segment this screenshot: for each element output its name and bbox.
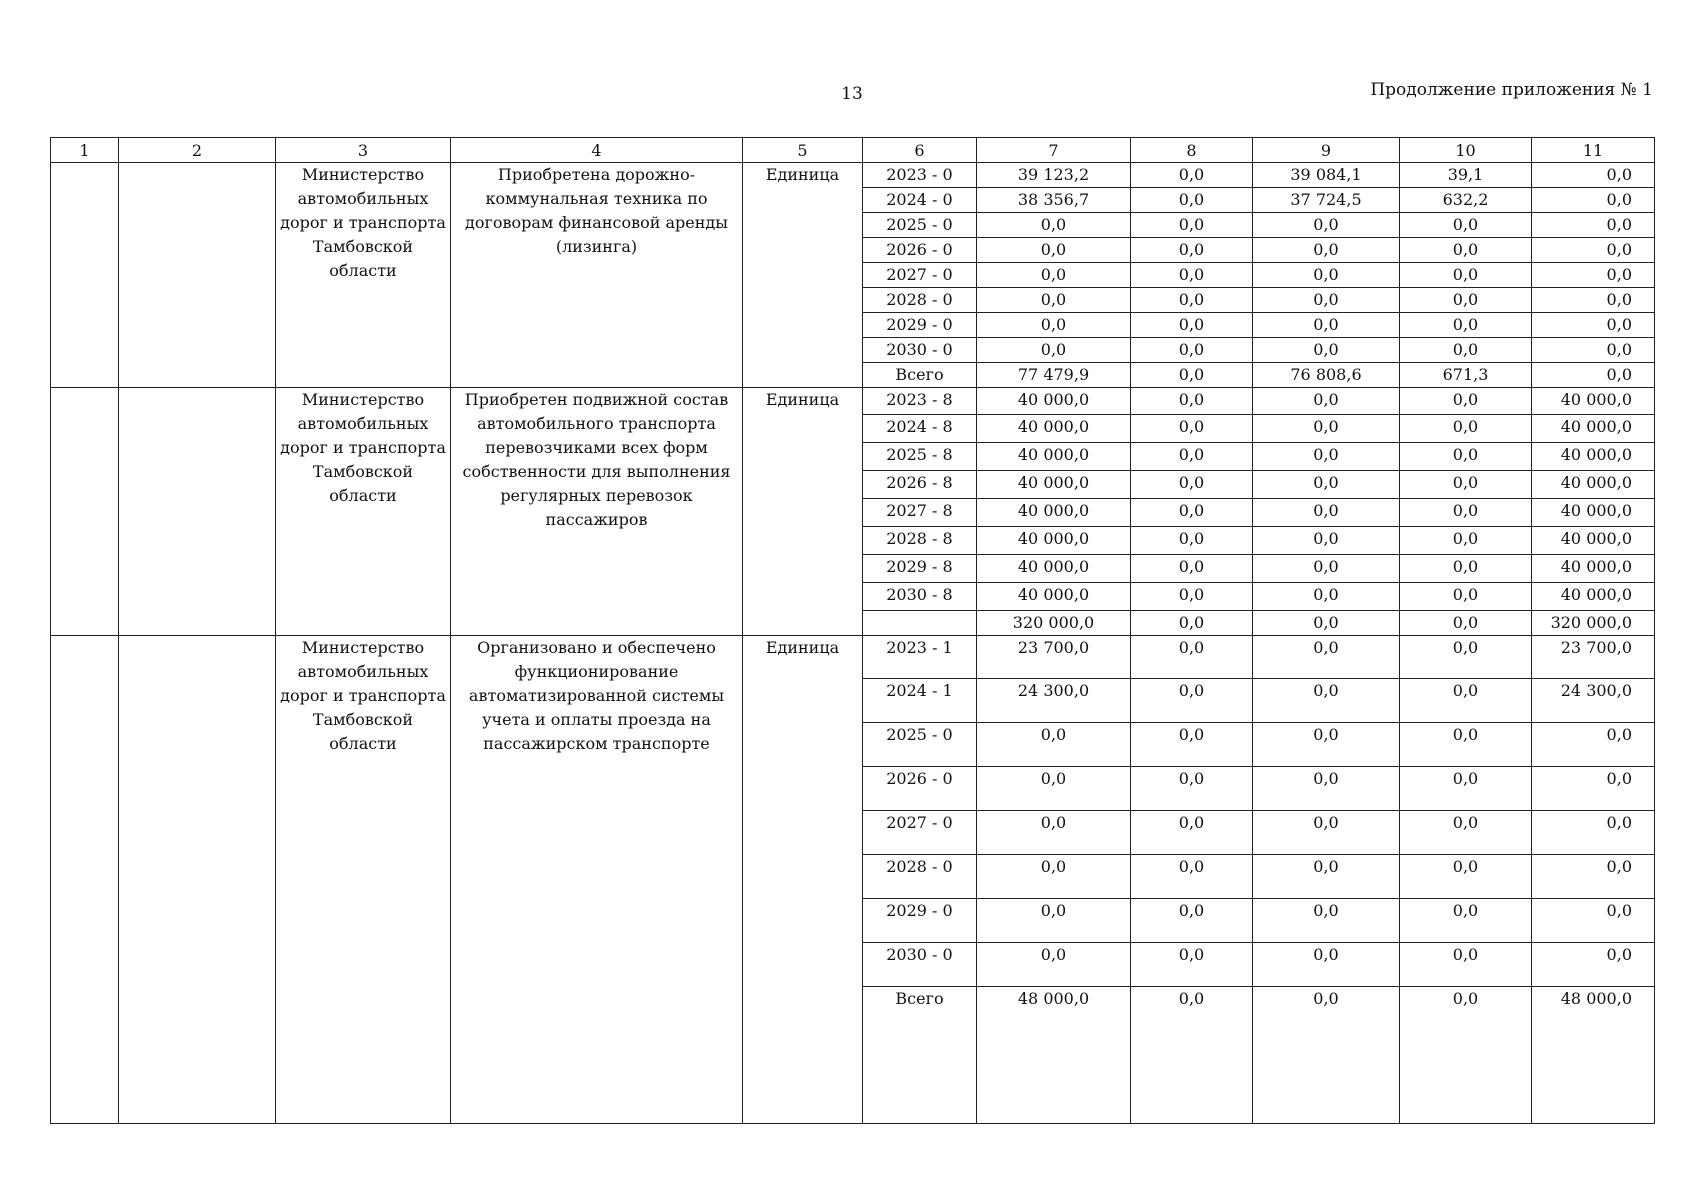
amount-cell-c8: 0,0 bbox=[1131, 679, 1253, 723]
column-number-row bbox=[51, 138, 1655, 163]
year-value-cell: 2027 - 8 bbox=[863, 499, 977, 527]
amount-cell-c9: 0,0 bbox=[1253, 855, 1400, 899]
year-value-cell: 2029 - 0 bbox=[863, 899, 977, 943]
amount-cell-c7: 0,0 bbox=[977, 238, 1131, 263]
amount-cell-c9: 0,0 bbox=[1253, 443, 1400, 471]
amount-cell-c7: 0,0 bbox=[977, 313, 1131, 338]
column-header: 3 bbox=[276, 138, 451, 163]
amount-cell-c10: 0,0 bbox=[1400, 263, 1532, 288]
amount-cell-c7: 0,0 bbox=[977, 855, 1131, 899]
amount-cell-c8: 0,0 bbox=[1131, 238, 1253, 263]
year-value-cell: 2030 - 8 bbox=[863, 583, 977, 611]
year-value-cell: 2029 - 8 bbox=[863, 555, 977, 583]
amount-cell-c7: 40 000,0 bbox=[977, 555, 1131, 583]
amount-cell-c8: 0,0 bbox=[1131, 188, 1253, 213]
unit-cell: Единица bbox=[743, 636, 863, 1124]
amount-cell-c9: 0,0 bbox=[1253, 499, 1400, 527]
column-header: 6 bbox=[863, 138, 977, 163]
result-cell: Приобретен подвижной состав автомобильного транспорта перевозчиками всех форм собственности для выполнения регулярных перевозок пассажиров bbox=[451, 388, 743, 636]
amount-cell-c7: 0,0 bbox=[977, 943, 1131, 987]
amount-cell-c10: 0,0 bbox=[1400, 527, 1532, 555]
amount-cell-c7: 0,0 bbox=[977, 338, 1131, 363]
indicator-name-cell bbox=[119, 388, 276, 636]
indicator-name-cell bbox=[119, 163, 276, 388]
amount-cell-c8: 0,0 bbox=[1131, 338, 1253, 363]
amount-cell-c11: 0,0 bbox=[1532, 723, 1655, 767]
column-header: 4 bbox=[451, 138, 743, 163]
amount-cell-c8: 0,0 bbox=[1131, 987, 1253, 1124]
amount-cell-c10: 0,0 bbox=[1400, 611, 1532, 636]
column-header: 5 bbox=[743, 138, 863, 163]
amount-cell-c11: 0,0 bbox=[1532, 363, 1655, 388]
amount-cell-c9: 39 084,1 bbox=[1253, 163, 1400, 188]
amount-cell-c11: 0,0 bbox=[1532, 338, 1655, 363]
amount-cell-c10: 0,0 bbox=[1400, 723, 1532, 767]
executor-cell: Министерство автомобильных дорог и транспорта Тамбовской области bbox=[276, 163, 451, 388]
amount-cell-c9: 0,0 bbox=[1253, 415, 1400, 443]
result-cell: Организовано и обеспечено функционирование автоматизированной системы учета и оплаты проезда на пассажирском транспорте bbox=[451, 636, 743, 1124]
amount-cell-c8: 0,0 bbox=[1131, 855, 1253, 899]
result-cell: Приобретена дорожно-коммунальная техника по договорам финансовой аренды (лизинга) bbox=[451, 163, 743, 388]
amount-cell-c10: 671,3 bbox=[1400, 363, 1532, 388]
year-value-cell: 2028 - 0 bbox=[863, 288, 977, 313]
year-value-cell: 2028 - 0 bbox=[863, 855, 977, 899]
amount-cell-c9: 0,0 bbox=[1253, 338, 1400, 363]
amount-cell-c9: 0,0 bbox=[1253, 238, 1400, 263]
amount-cell-c11: 0,0 bbox=[1532, 943, 1655, 987]
amount-cell-c11: 0,0 bbox=[1532, 313, 1655, 338]
column-header: 10 bbox=[1400, 138, 1532, 163]
amount-cell-c8: 0,0 bbox=[1131, 499, 1253, 527]
amount-cell-c10: 0,0 bbox=[1400, 213, 1532, 238]
amount-cell-c9: 0,0 bbox=[1253, 288, 1400, 313]
year-value-cell: 2024 - 0 bbox=[863, 188, 977, 213]
amount-cell-c8: 0,0 bbox=[1131, 415, 1253, 443]
year-value-cell: 2027 - 0 bbox=[863, 263, 977, 288]
amount-cell-c11: 320 000,0 bbox=[1532, 611, 1655, 636]
amount-cell-c9: 0,0 bbox=[1253, 527, 1400, 555]
amount-cell-c8: 0,0 bbox=[1131, 388, 1253, 415]
amount-cell-c10: 0,0 bbox=[1400, 338, 1532, 363]
amount-cell-c7: 23 700,0 bbox=[977, 636, 1131, 679]
amount-cell-c11: 24 300,0 bbox=[1532, 679, 1655, 723]
column-header: 7 bbox=[977, 138, 1131, 163]
amount-cell-c10: 0,0 bbox=[1400, 899, 1532, 943]
amount-cell-c9: 0,0 bbox=[1253, 388, 1400, 415]
amount-cell-c10: 632,2 bbox=[1400, 188, 1532, 213]
year-value-cell: 2028 - 8 bbox=[863, 527, 977, 555]
amount-cell-c10: 0,0 bbox=[1400, 415, 1532, 443]
amount-cell-c8: 0,0 bbox=[1131, 767, 1253, 811]
amount-cell-c9: 0,0 bbox=[1253, 767, 1400, 811]
amount-cell-c8: 0,0 bbox=[1131, 811, 1253, 855]
amount-cell-c8: 0,0 bbox=[1131, 583, 1253, 611]
column-header: 9 bbox=[1253, 138, 1400, 163]
amount-cell-c8: 0,0 bbox=[1131, 899, 1253, 943]
appendix-table bbox=[50, 137, 1655, 1124]
amount-cell-c7: 0,0 bbox=[977, 767, 1131, 811]
amount-cell-c9: 0,0 bbox=[1253, 313, 1400, 338]
year-value-cell bbox=[863, 611, 977, 636]
amount-cell-c10: 0,0 bbox=[1400, 987, 1532, 1124]
column-header: 11 bbox=[1532, 138, 1655, 163]
amount-cell-c9: 0,0 bbox=[1253, 987, 1400, 1124]
amount-cell-c11: 40 000,0 bbox=[1532, 527, 1655, 555]
amount-cell-c9: 76 808,6 bbox=[1253, 363, 1400, 388]
amount-cell-c8: 0,0 bbox=[1131, 611, 1253, 636]
amount-cell-c7: 40 000,0 bbox=[977, 499, 1131, 527]
executor-cell: Министерство автомобильных дорог и транспорта Тамбовской области bbox=[276, 636, 451, 1124]
amount-cell-c7: 0,0 bbox=[977, 263, 1131, 288]
year-value-cell: 2027 - 0 bbox=[863, 811, 977, 855]
amount-cell-c7: 40 000,0 bbox=[977, 583, 1131, 611]
year-value-cell: 2024 - 1 bbox=[863, 679, 977, 723]
amount-cell-c11: 40 000,0 bbox=[1532, 415, 1655, 443]
amount-cell-c7: 0,0 bbox=[977, 288, 1131, 313]
amount-cell-c10: 0,0 bbox=[1400, 767, 1532, 811]
amount-cell-c10: 0,0 bbox=[1400, 636, 1532, 679]
column-header: 8 bbox=[1131, 138, 1253, 163]
appendix-continuation-note: Продолжение приложения № 1 bbox=[1370, 80, 1653, 100]
table-row bbox=[51, 163, 1655, 188]
amount-cell-c10: 0,0 bbox=[1400, 499, 1532, 527]
indicator-name-cell bbox=[119, 636, 276, 1124]
amount-cell-c7: 40 000,0 bbox=[977, 527, 1131, 555]
amount-cell-c8: 0,0 bbox=[1131, 527, 1253, 555]
amount-cell-c8: 0,0 bbox=[1131, 443, 1253, 471]
amount-cell-c10: 0,0 bbox=[1400, 855, 1532, 899]
amount-cell-c11: 0,0 bbox=[1532, 188, 1655, 213]
year-value-cell: 2030 - 0 bbox=[863, 943, 977, 987]
amount-cell-c7: 40 000,0 bbox=[977, 443, 1131, 471]
year-value-cell: Всего bbox=[863, 363, 977, 388]
amount-cell-c10: 0,0 bbox=[1400, 313, 1532, 338]
amount-cell-c11: 0,0 bbox=[1532, 263, 1655, 288]
row-number-cell bbox=[51, 388, 119, 636]
amount-cell-c7: 320 000,0 bbox=[977, 611, 1131, 636]
amount-cell-c11: 0,0 bbox=[1532, 288, 1655, 313]
amount-cell-c10: 0,0 bbox=[1400, 443, 1532, 471]
amount-cell-c11: 40 000,0 bbox=[1532, 443, 1655, 471]
year-value-cell: 2024 - 8 bbox=[863, 415, 977, 443]
amount-cell-c9: 0,0 bbox=[1253, 471, 1400, 499]
year-value-cell: 2023 - 0 bbox=[863, 163, 977, 188]
amount-cell-c8: 0,0 bbox=[1131, 636, 1253, 679]
amount-cell-c7: 40 000,0 bbox=[977, 415, 1131, 443]
amount-cell-c11: 0,0 bbox=[1532, 855, 1655, 899]
amount-cell-c11: 48 000,0 bbox=[1532, 987, 1655, 1124]
amount-cell-c7: 40 000,0 bbox=[977, 471, 1131, 499]
table-row bbox=[51, 388, 1655, 415]
amount-cell-c8: 0,0 bbox=[1131, 288, 1253, 313]
amount-cell-c9: 0,0 bbox=[1253, 899, 1400, 943]
amount-cell-c7: 48 000,0 bbox=[977, 987, 1131, 1124]
amount-cell-c7: 0,0 bbox=[977, 723, 1131, 767]
column-header: 2 bbox=[119, 138, 276, 163]
year-value-cell: 2025 - 8 bbox=[863, 443, 977, 471]
amount-cell-c7: 0,0 bbox=[977, 811, 1131, 855]
amount-cell-c7: 0,0 bbox=[977, 899, 1131, 943]
year-value-cell: 2026 - 0 bbox=[863, 238, 977, 263]
table-row bbox=[51, 636, 1655, 679]
executor-cell: Министерство автомобильных дорог и транспорта Тамбовской области bbox=[276, 388, 451, 636]
year-value-cell: 2029 - 0 bbox=[863, 313, 977, 338]
amount-cell-c8: 0,0 bbox=[1131, 555, 1253, 583]
amount-cell-c9: 0,0 bbox=[1253, 679, 1400, 723]
amount-cell-c10: 0,0 bbox=[1400, 288, 1532, 313]
amount-cell-c9: 0,0 bbox=[1253, 811, 1400, 855]
amount-cell-c8: 0,0 bbox=[1131, 943, 1253, 987]
amount-cell-c8: 0,0 bbox=[1131, 163, 1253, 188]
amount-cell-c11: 40 000,0 bbox=[1532, 499, 1655, 527]
amount-cell-c10: 0,0 bbox=[1400, 811, 1532, 855]
amount-cell-c11: 23 700,0 bbox=[1532, 636, 1655, 679]
amount-cell-c8: 0,0 bbox=[1131, 213, 1253, 238]
amount-cell-c11: 0,0 bbox=[1532, 767, 1655, 811]
amount-cell-c11: 40 000,0 bbox=[1532, 555, 1655, 583]
amount-cell-c10: 0,0 bbox=[1400, 471, 1532, 499]
amount-cell-c9: 0,0 bbox=[1253, 636, 1400, 679]
amount-cell-c11: 0,0 bbox=[1532, 213, 1655, 238]
amount-cell-c11: 40 000,0 bbox=[1532, 583, 1655, 611]
amount-cell-c8: 0,0 bbox=[1131, 723, 1253, 767]
amount-cell-c9: 0,0 bbox=[1253, 723, 1400, 767]
amount-cell-c11: 40 000,0 bbox=[1532, 471, 1655, 499]
year-value-cell: 2030 - 0 bbox=[863, 338, 977, 363]
amount-cell-c11: 0,0 bbox=[1532, 163, 1655, 188]
amount-cell-c11: 0,0 bbox=[1532, 238, 1655, 263]
amount-cell-c8: 0,0 bbox=[1131, 363, 1253, 388]
amount-cell-c9: 0,0 bbox=[1253, 583, 1400, 611]
amount-cell-c8: 0,0 bbox=[1131, 313, 1253, 338]
year-value-cell: 2025 - 0 bbox=[863, 213, 977, 238]
amount-cell-c8: 0,0 bbox=[1131, 263, 1253, 288]
amount-cell-c7: 40 000,0 bbox=[977, 388, 1131, 415]
amount-cell-c9: 0,0 bbox=[1253, 611, 1400, 636]
amount-cell-c7: 38 356,7 bbox=[977, 188, 1131, 213]
amount-cell-c7: 39 123,2 bbox=[977, 163, 1131, 188]
year-value-cell: 2025 - 0 bbox=[863, 723, 977, 767]
amount-cell-c9: 0,0 bbox=[1253, 943, 1400, 987]
year-value-cell: 2023 - 8 bbox=[863, 388, 977, 415]
amount-cell-c9: 37 724,5 bbox=[1253, 188, 1400, 213]
amount-cell-c9: 0,0 bbox=[1253, 213, 1400, 238]
unit-cell: Единица bbox=[743, 163, 863, 388]
amount-cell-c10: 0,0 bbox=[1400, 943, 1532, 987]
table-body bbox=[51, 163, 1655, 1124]
column-header: 1 bbox=[51, 138, 119, 163]
amount-cell-c10: 39,1 bbox=[1400, 163, 1532, 188]
amount-cell-c7: 24 300,0 bbox=[977, 679, 1131, 723]
amount-cell-c11: 0,0 bbox=[1532, 811, 1655, 855]
amount-cell-c9: 0,0 bbox=[1253, 555, 1400, 583]
year-value-cell: 2026 - 8 bbox=[863, 471, 977, 499]
amount-cell-c7: 0,0 bbox=[977, 213, 1131, 238]
year-value-cell: Всего bbox=[863, 987, 977, 1124]
amount-cell-c9: 0,0 bbox=[1253, 263, 1400, 288]
amount-cell-c7: 77 479,9 bbox=[977, 363, 1131, 388]
amount-cell-c10: 0,0 bbox=[1400, 583, 1532, 611]
amount-cell-c11: 40 000,0 bbox=[1532, 388, 1655, 415]
amount-cell-c10: 0,0 bbox=[1400, 679, 1532, 723]
amount-cell-c11: 0,0 bbox=[1532, 899, 1655, 943]
amount-cell-c10: 0,0 bbox=[1400, 555, 1532, 583]
row-number-cell bbox=[51, 636, 119, 1124]
amount-cell-c10: 0,0 bbox=[1400, 238, 1532, 263]
year-value-cell: 2023 - 1 bbox=[863, 636, 977, 679]
amount-cell-c10: 0,0 bbox=[1400, 388, 1532, 415]
amount-cell-c8: 0,0 bbox=[1131, 471, 1253, 499]
unit-cell: Единица bbox=[743, 388, 863, 636]
row-number-cell bbox=[51, 163, 119, 388]
page-number: 13 bbox=[841, 84, 863, 104]
year-value-cell: 2026 - 0 bbox=[863, 767, 977, 811]
